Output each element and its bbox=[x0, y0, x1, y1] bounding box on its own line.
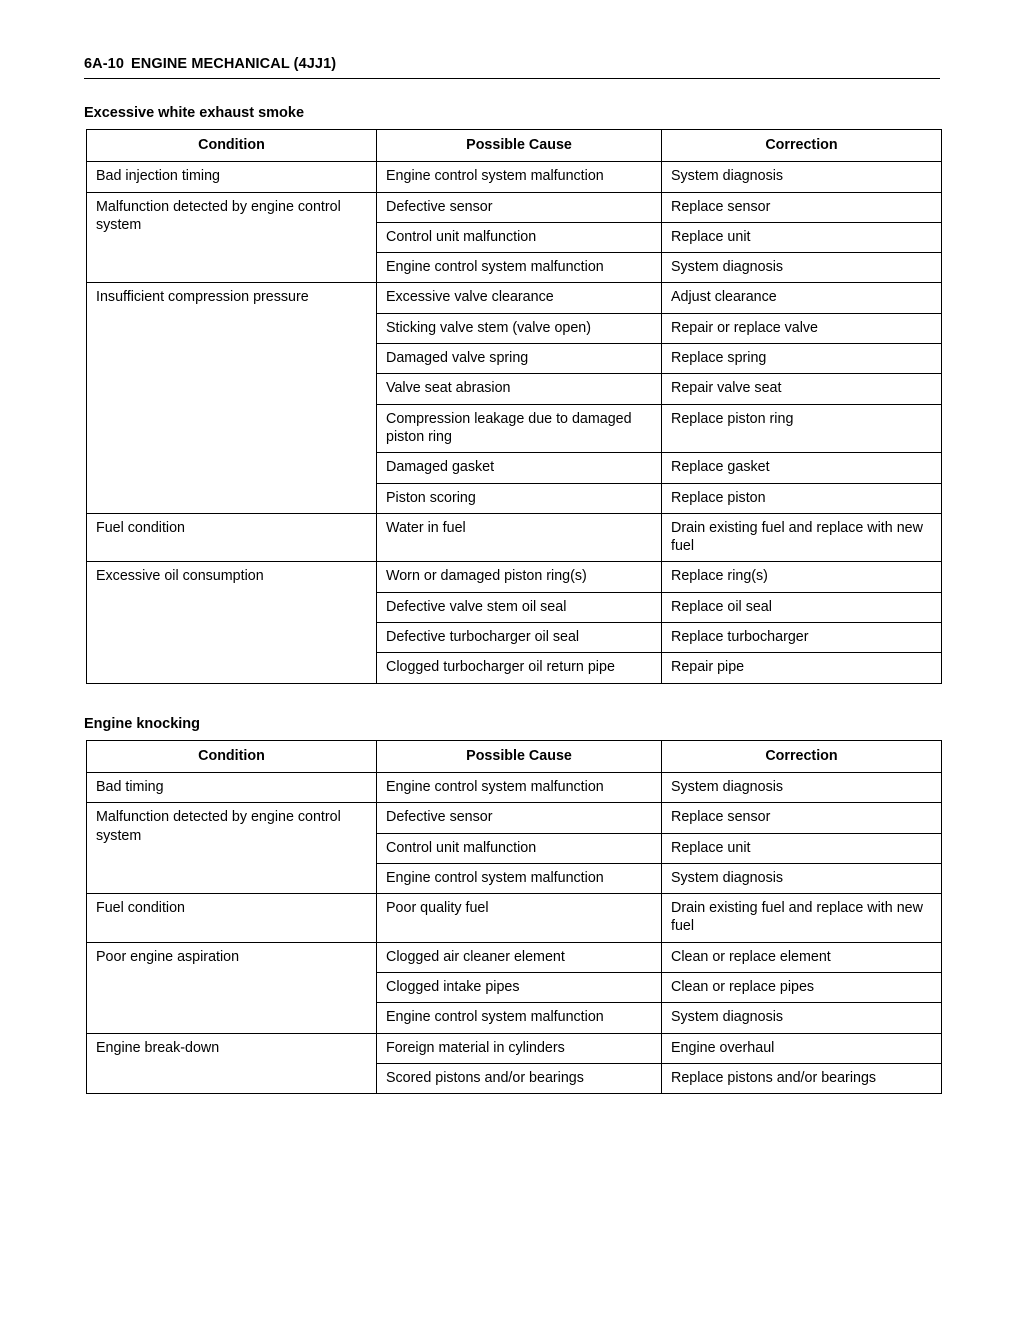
table-row bbox=[87, 1033, 942, 1063]
cell-condition: Poor engine aspiration bbox=[87, 942, 377, 1033]
cell-correction: Replace turbocharger bbox=[662, 623, 942, 653]
cell-possible-cause: Clogged intake pipes bbox=[377, 973, 662, 1003]
table-header-row bbox=[87, 130, 942, 162]
section-title-engine-knocking: Engine knocking bbox=[84, 715, 201, 732]
cell-possible-cause: Control unit malfunction bbox=[377, 222, 662, 252]
column-header-correction: Correction bbox=[662, 130, 942, 162]
table-row bbox=[87, 162, 942, 192]
table-row bbox=[87, 772, 942, 802]
cell-condition: Insufficient compression pressure bbox=[87, 283, 377, 513]
cell-possible-cause: Scored pistons and/or bearings bbox=[377, 1063, 662, 1093]
cell-correction: Replace sensor bbox=[662, 803, 942, 833]
cell-possible-cause: Engine control system malfunction bbox=[377, 162, 662, 192]
cell-condition: Excessive oil consumption bbox=[87, 562, 377, 683]
cell-condition: Malfunction detected by engine control system bbox=[87, 192, 377, 283]
cell-correction: Repair valve seat bbox=[662, 374, 942, 404]
table-row bbox=[87, 942, 942, 972]
column-header-possible-cause: Possible Cause bbox=[377, 130, 662, 162]
cell-possible-cause: Water in fuel bbox=[377, 513, 662, 562]
cell-possible-cause: Sticking valve stem (valve open) bbox=[377, 313, 662, 343]
cell-possible-cause: Excessive valve clearance bbox=[377, 283, 662, 313]
page-title: ENGINE MECHANICAL (4JJ1) bbox=[131, 56, 337, 72]
cell-correction: Adjust clearance bbox=[662, 283, 942, 313]
cell-condition: Malfunction detected by engine control system bbox=[87, 803, 377, 894]
cell-condition: Bad injection timing bbox=[87, 162, 377, 192]
cell-possible-cause: Defective valve stem oil seal bbox=[377, 592, 662, 622]
cell-correction: Replace ring(s) bbox=[662, 562, 942, 592]
table-row bbox=[87, 562, 942, 592]
cell-correction: System diagnosis bbox=[662, 162, 942, 192]
cell-condition: Fuel condition bbox=[87, 894, 377, 943]
cell-correction: Repair or replace valve bbox=[662, 313, 942, 343]
cell-correction: Replace spring bbox=[662, 344, 942, 374]
cell-correction: System diagnosis bbox=[662, 863, 942, 893]
table-row bbox=[87, 513, 942, 562]
cell-correction: Replace gasket bbox=[662, 453, 942, 483]
table-row bbox=[87, 283, 942, 313]
cell-correction: System diagnosis bbox=[662, 772, 942, 802]
cell-condition: Bad timing bbox=[87, 772, 377, 802]
cell-condition: Engine break-down bbox=[87, 1033, 377, 1094]
table-row bbox=[87, 894, 942, 943]
section-title-excessive-white-exhaust-smoke: Excessive white exhaust smoke bbox=[84, 105, 305, 121]
cell-possible-cause: Control unit malfunction bbox=[377, 833, 662, 863]
cell-possible-cause: Clogged air cleaner element bbox=[377, 942, 662, 972]
cell-possible-cause: Piston scoring bbox=[377, 483, 662, 513]
cell-possible-cause: Defective sensor bbox=[377, 192, 662, 222]
cell-correction: Repair pipe bbox=[662, 653, 942, 683]
column-header-possible-cause: Possible Cause bbox=[377, 740, 662, 772]
cell-possible-cause: Damaged gasket bbox=[377, 453, 662, 483]
page-number: 6A-10 bbox=[84, 56, 124, 72]
column-header-condition: Condition bbox=[87, 740, 377, 772]
cell-correction: Replace sensor bbox=[662, 192, 942, 222]
table-row bbox=[87, 192, 942, 222]
cell-possible-cause: Clogged turbocharger oil return pipe bbox=[377, 653, 662, 683]
cell-correction: Clean or replace element bbox=[662, 942, 942, 972]
cell-correction: Drain existing fuel and replace with new fuel bbox=[662, 894, 942, 943]
cell-correction: Replace unit bbox=[662, 833, 942, 863]
cell-correction: Engine overhaul bbox=[662, 1033, 942, 1063]
cell-possible-cause: Poor quality fuel bbox=[377, 894, 662, 943]
section-spacer bbox=[84, 684, 940, 716]
table-excessive-white-exhaust-smoke bbox=[86, 129, 942, 684]
cell-possible-cause: Engine control system malfunction bbox=[377, 772, 662, 802]
column-header-condition: Condition bbox=[87, 130, 377, 162]
cell-condition: Fuel condition bbox=[87, 513, 377, 562]
cell-correction: Replace unit bbox=[662, 222, 942, 252]
table-engine-knocking bbox=[86, 740, 942, 1095]
cell-possible-cause: Engine control system malfunction bbox=[377, 253, 662, 283]
table-header-row bbox=[87, 740, 942, 772]
cell-possible-cause: Engine control system malfunction bbox=[377, 1003, 662, 1033]
cell-possible-cause: Defective sensor bbox=[377, 803, 662, 833]
cell-correction: Replace piston ring bbox=[662, 404, 942, 453]
table-row bbox=[87, 803, 942, 833]
cell-correction: Replace oil seal bbox=[662, 592, 942, 622]
cell-correction: Clean or replace pipes bbox=[662, 973, 942, 1003]
cell-possible-cause: Valve seat abrasion bbox=[377, 374, 662, 404]
cell-correction: Replace piston bbox=[662, 483, 942, 513]
cell-correction: System diagnosis bbox=[662, 253, 942, 283]
cell-possible-cause: Compression leakage due to damaged piston ring bbox=[377, 404, 662, 453]
cell-correction: Drain existing fuel and replace with new fuel bbox=[662, 513, 942, 562]
cell-correction: Replace pistons and/or bearings bbox=[662, 1063, 942, 1093]
page-header bbox=[84, 56, 940, 79]
cell-correction: System diagnosis bbox=[662, 1003, 942, 1033]
cell-possible-cause: Engine control system malfunction bbox=[377, 863, 662, 893]
cell-possible-cause: Defective turbocharger oil seal bbox=[377, 623, 662, 653]
cell-possible-cause: Foreign material in cylinders bbox=[377, 1033, 662, 1063]
cell-possible-cause: Damaged valve spring bbox=[377, 344, 662, 374]
cell-possible-cause: Worn or damaged piston ring(s) bbox=[377, 562, 662, 592]
column-header-correction: Correction bbox=[662, 740, 942, 772]
